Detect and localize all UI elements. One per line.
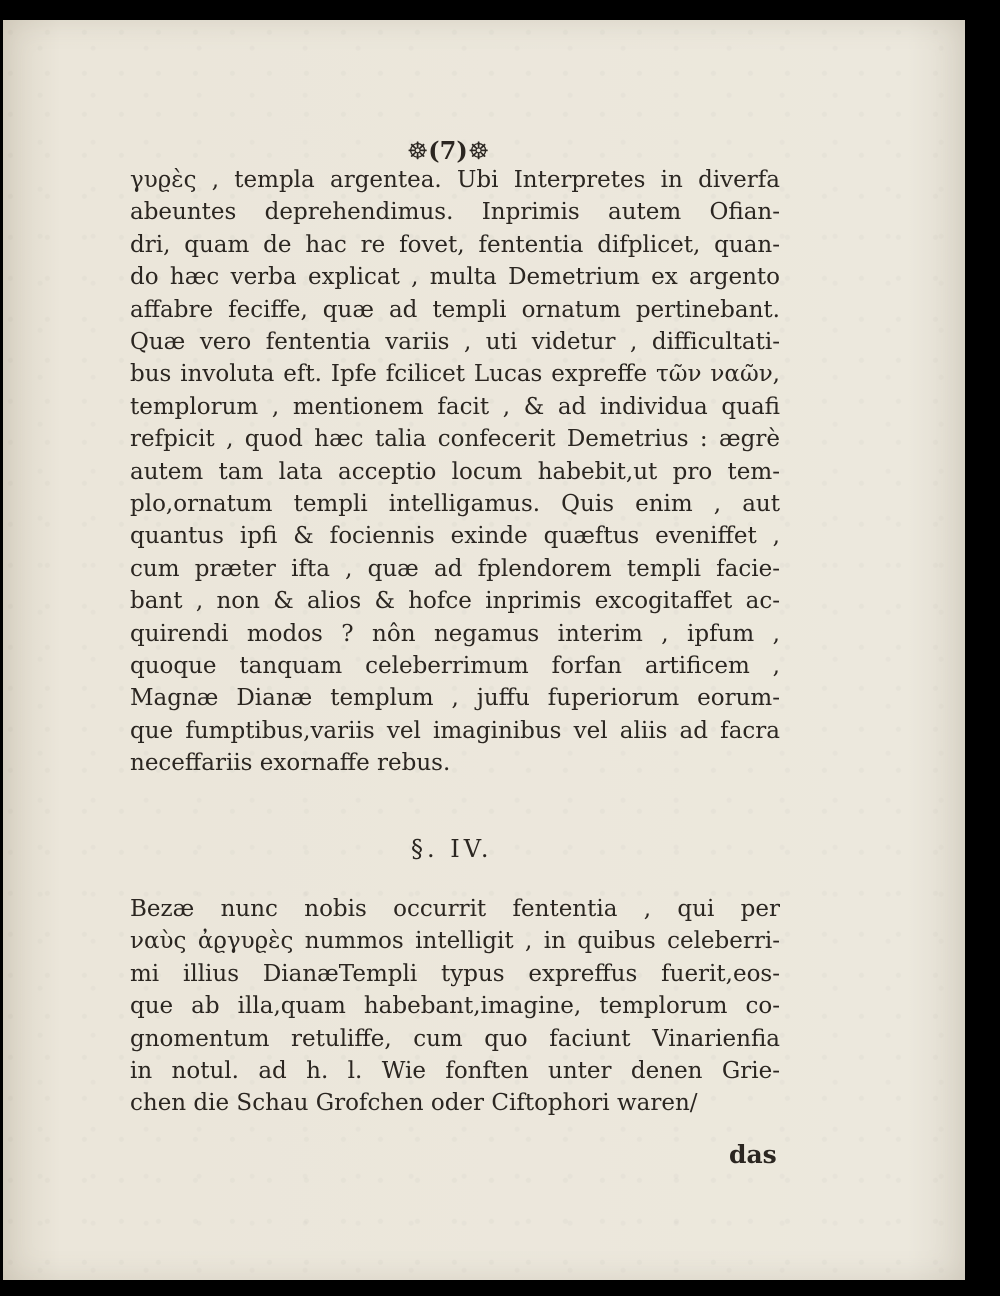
section-title: §. IV. (411, 835, 493, 863)
text-line: ναὺς ἀϱγυϱὲς nummos intelligit , in quibus celeberri- (130, 928, 780, 955)
text-line: Magnæ Dianæ templum , juffu fuperiorum eorum- (130, 685, 780, 712)
text-line: plo,ornatum templi intelligamus. Quis enim , aut (130, 491, 780, 517)
text-line: quirendi modos ? nôn negamus interim , ipfum , (130, 620, 780, 647)
text-line: que ab illa,quam habebant,imagine, templorum co- (130, 993, 780, 1020)
text-line: quoque tanquam celeberrimum forfan artificem , (130, 653, 780, 679)
text-line: gnomentum retuliffe, cum quo faciunt Vinarienfia (130, 1025, 780, 1052)
book-page (3, 20, 965, 1280)
text-line: bant , non & alios & hofce inprimis excogitaffet ac- (130, 588, 780, 615)
page-header: ☸(7)☸ (406, 136, 490, 165)
text-line: autem tam lata acceptio locum habebit,ut pro tem- (130, 458, 780, 485)
text-line: templorum , mentionem facit , & ad individua quafi (130, 393, 780, 420)
text-line: bus involuta eft. Ipfe fcilicet Lucas expreffe τῶν ναῶν, (130, 361, 780, 388)
text-line: cum præter ifta , quæ ad fplendorem templi facie- (130, 555, 780, 582)
text-line: affabre feciffe, quæ ad templi ornatum pertinebant. (130, 296, 780, 323)
text-line: do hæc verba explicat , multa Demetrium ex argento (130, 264, 780, 291)
text-line: in notul. ad h. l. Wie fonften unter denen Grie- (130, 1058, 780, 1084)
text-line: neceffariis exornaffe rebus. (130, 750, 451, 777)
text-line: chen die Schau Grofchen oder Ciftophori waren/ (130, 1090, 698, 1117)
text-line: abeuntes deprehendimus. Inprimis autem Ofian- (130, 199, 780, 226)
text-line: quantus ipfi & fociennis exinde quæftus eveniffet , (130, 523, 780, 550)
text-line: mi illius DianæTempli typus expreffus fuerit,eos- (130, 960, 780, 987)
catchword: das (729, 1140, 777, 1169)
text-line: dri, quam de hac re fovet, fententia difplicet, quan- (130, 231, 780, 258)
text-line: refpicit , quod hæc talia confecerit Demetrius : ægrè (130, 426, 780, 453)
text-line: Quæ vero fententia variis , uti videtur , difficultati- (130, 329, 780, 355)
text-line: Bezæ nunc nobis occurrit fententia , qui per (130, 896, 780, 922)
text-line: γυϱὲς , templa argentea. Ubi Interpretes in diverfa (130, 167, 780, 193)
text-line: que fumptibus,variis vel imaginibus vel aliis ad facra (130, 717, 780, 744)
